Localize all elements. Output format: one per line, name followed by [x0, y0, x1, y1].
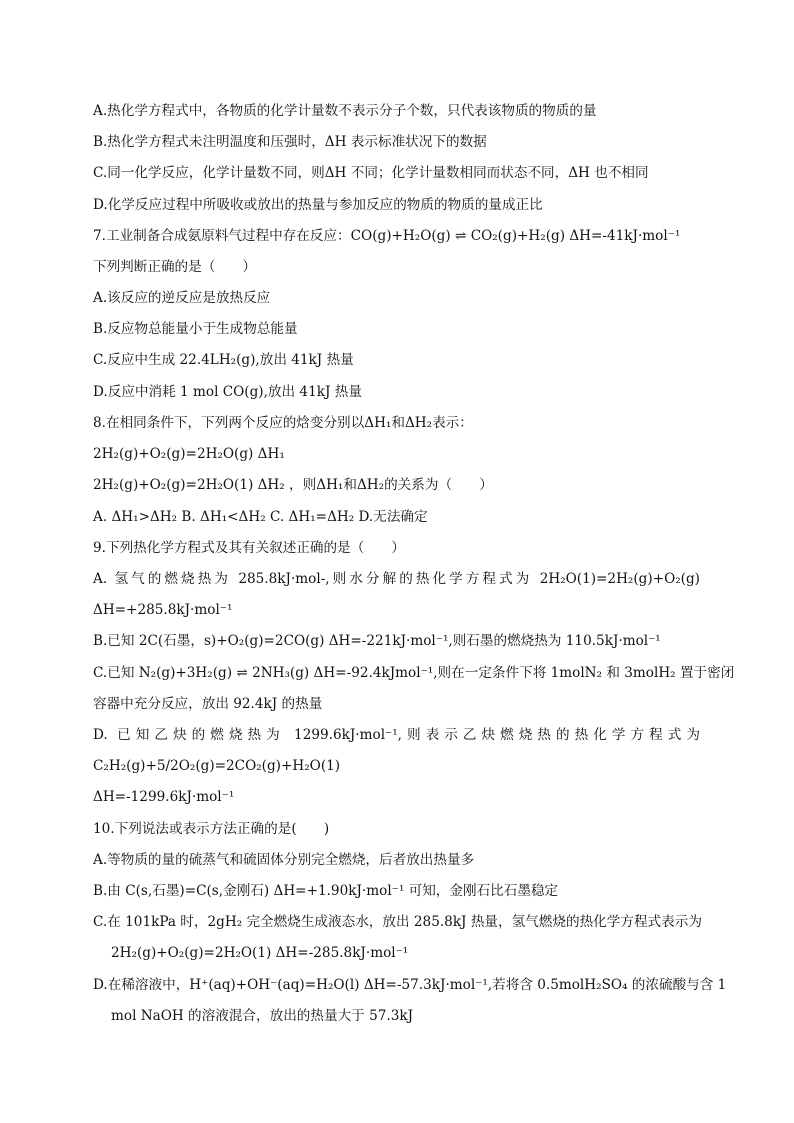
option-7a: A.该反应的逆反应是放热反应: [93, 290, 271, 306]
question-8-equation-2: 2H₂(g)+O₂(g)=2H₂O(1) ΔH₂ ，则ΔH₁和ΔH₂的关系为（ ）: [93, 477, 493, 493]
question-7-prompt: 下列判断正确的是（ ）: [93, 259, 257, 275]
question-7-stem: 7.工业制备合成氨原料气过程中存在反应：CO(g)+H₂O(g) ⇌ CO₂(g)+H₂(g) ΔH=-41kJ·mol⁻¹: [93, 228, 681, 244]
question-8-equation-1: 2H₂(g)+O₂(g)=2H₂O(g) ΔH₁: [93, 446, 285, 462]
question-8-options: A. ΔH₁>ΔH₂ B. ΔH₁<ΔH₂ C. ΔH₁=ΔH₂ D.无法确定: [93, 509, 428, 525]
option-9d-enthalpy: ΔH=-1299.6kJ·mol⁻¹: [93, 789, 235, 805]
option-10a: A.等物质的量的硫蒸气和硫固体分别完全燃烧，后者放出热量多: [93, 852, 475, 868]
option-9a: A. 氢气的燃烧热为 285.8kJ·mol-,则水分解的热化学方程式为 2H₂O(1)=2H₂(g)+O₂(g): [93, 571, 700, 587]
option-10b: B.由 C(s,石墨)=C(s,金刚石) ΔH=+1.90kJ·mol⁻¹ 可知，金刚石比石墨稳定: [93, 883, 559, 899]
question-10-stem: 10.下列说法或表示方法正确的是( ): [93, 821, 330, 837]
option-7d: D.反应中消耗 1 mol CO(g),放出 41kJ 热量: [93, 384, 362, 400]
option-10c-cont: 2H₂(g)+O₂(g)=2H₂O(1) ΔH=-285.8kJ·mol⁻¹: [111, 945, 409, 961]
option-10d: D.在稀溶液中，H⁺(aq)+OH⁻(aq)=H₂O(l) ΔH=-57.3kJ·mol⁻¹,若将含 0.5molH₂SO₄ 的浓硫酸与含 1: [93, 977, 727, 993]
option-9d-equation: C₂H₂(g)+5/2O₂(g)=2CO₂(g)+H₂O(1): [93, 758, 341, 774]
option-7c: C.反应中生成 22.4LH₂(g),放出 41kJ 热量: [93, 352, 354, 368]
option-6a: A.热化学方程式中，各物质的化学计量数不表示分子个数，只代表该物质的物质的量: [93, 103, 597, 119]
option-7b: B.反应物总能量小于生成物总能量: [93, 321, 298, 337]
option-6b: B.热化学方程式未注明温度和压强时，ΔH 表示标准状况下的数据: [93, 134, 487, 150]
option-6c: C.同一化学反应，化学计量数不同，则ΔH 不同；化学计量数相同而状态不同，ΔH 也不相同: [93, 165, 649, 181]
option-9c: C.已知 N₂(g)+3H₂(g) ⇌ 2NH₃(g) ΔH=-92.4kJmol⁻¹,则在一定条件下将 1molN₂ 和 3molH₂ 置于密闭: [93, 665, 735, 681]
option-6d: D.化学反应过程中所吸收或放出的热量与参加反应的物质的物质的量成正比: [93, 197, 543, 213]
question-8-stem: 8.在相同条件下，下列两个反应的焓变分别以ΔH₁和ΔH₂表示：: [93, 415, 473, 431]
option-9c-cont: 容器中充分反应，放出 92.4kJ 的热量: [93, 696, 323, 712]
option-10d-cont: mol NaOH 的溶液混合，放出的热量大于 57.3kJ: [111, 1008, 414, 1024]
option-9a-cont: ΔH=+285.8kJ·mol⁻¹: [93, 602, 233, 618]
question-9-stem: 9.下列热化学方程式及其有关叙述正确的是（ ）: [93, 540, 406, 556]
option-9d: D. 已知乙炔的燃烧热为 1299.6kJ·mol⁻¹,则表示乙炔燃烧热的热化学方程式为: [93, 727, 700, 743]
option-9b: B.已知 2C(石墨，s)+O₂(g)=2CO(g) ΔH=-221kJ·mol⁻¹,则石墨的燃烧热为 110.5kJ·mol⁻¹: [93, 633, 661, 649]
option-10c: C.在 101kPa 时，2gH₂ 完全燃烧生成液态水，放出 285.8kJ 热量，氢气燃烧的热化学方程式表示为: [93, 914, 702, 930]
